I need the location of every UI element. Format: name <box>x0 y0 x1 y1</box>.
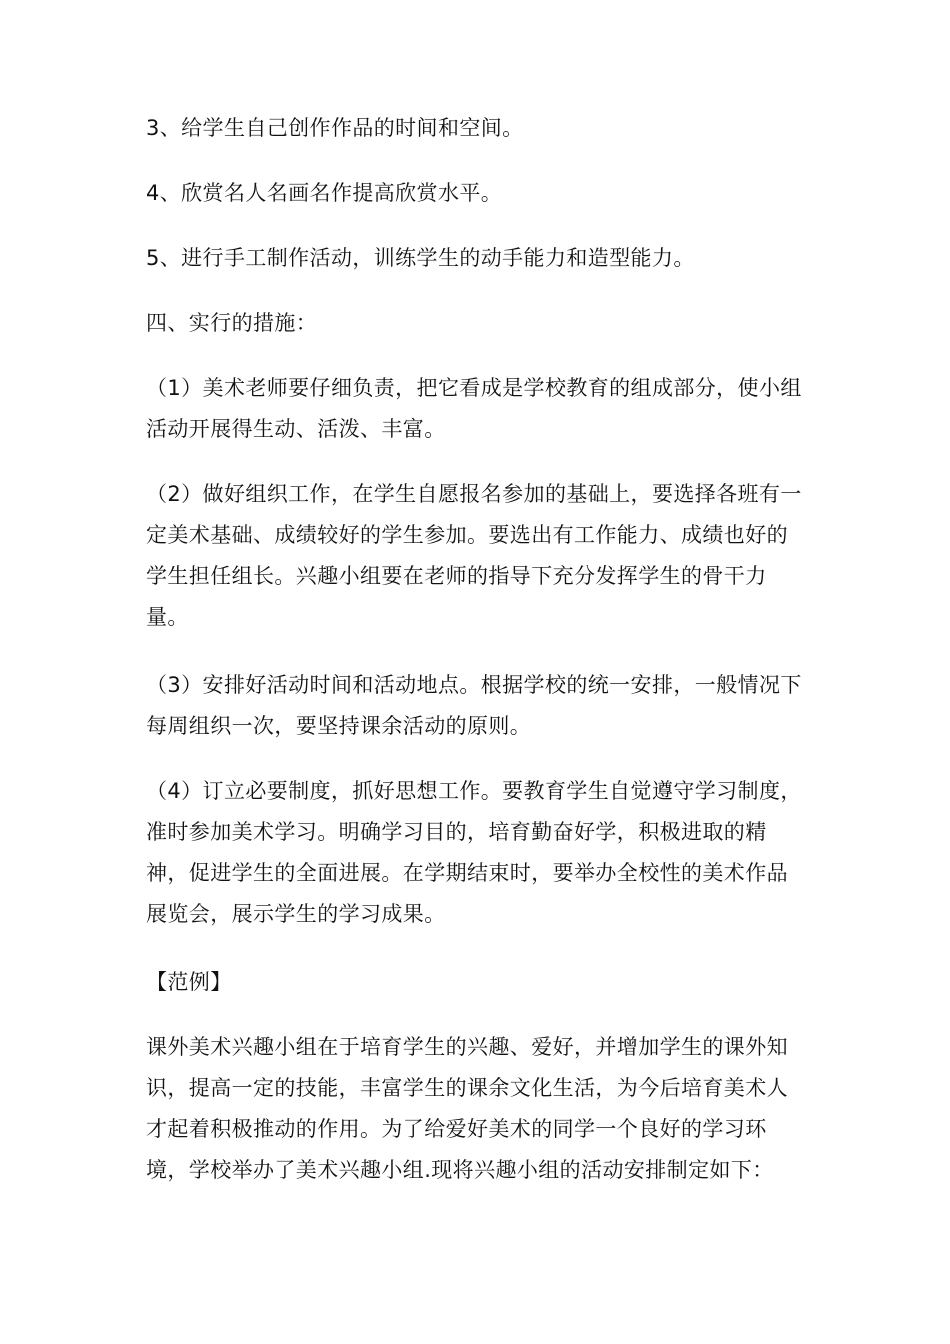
paragraph-item-3: 3、给学生自己创作作品的时间和空间。 <box>146 116 524 140</box>
paragraph-item-4: 4、欣赏名人名画名作提高欣赏水平。 <box>146 181 503 205</box>
measure-paragraph-2: （2）做好组织工作，在学生自愿报名参加的基础上，要选择各班有一定美术基础、成绩较好的学生参加。要选出有工作能力、成绩也好的学生担任组长。兴趣小组要在老师的指导下充分发挥学生的骨干力量。 <box>146 482 802 629</box>
paragraph-item-5: 5、进行手工制作活动，训练学生的动手能力和造型能力。 <box>146 246 695 270</box>
example-heading: 【范例】 <box>146 970 232 994</box>
measure-paragraph-4: （4）订立必要制度，抓好思想工作。要教育学生自觉遵守学习制度，准时参加美术学习。明确学习目的，培育勤奋好学，积极进取的精神，促进学生的全面进展。在学期结束时，要举办全校性的美术作品展览会，展示学生的学习成果。 <box>146 779 802 926</box>
section-heading-measures: 四、实行的措施： <box>146 311 318 335</box>
example-body-paragraph: 课外美术兴趣小组在于培育学生的兴趣、爱好，并增加学生的课外知识，提高一定的技能，丰富学生的课余文化生活，为今后培育美术人才起着积极推动的作用。为了给爱好美术的同学一个良好的学习环境，学校举办了美术兴趣小组.现将兴趣小组的活动安排制定如下： <box>146 1035 788 1182</box>
measure-paragraph-3: （3）安排好活动时间和活动地点。根据学校的统一安排，一般情况下每周组织一次，要坚持课余活动的原则。 <box>146 673 802 738</box>
measure-paragraph-1: （1）美术老师要仔细负责，把它看成是学校教育的组成部分，使小组活动开展得生动、活泼、丰富。 <box>146 376 802 441</box>
